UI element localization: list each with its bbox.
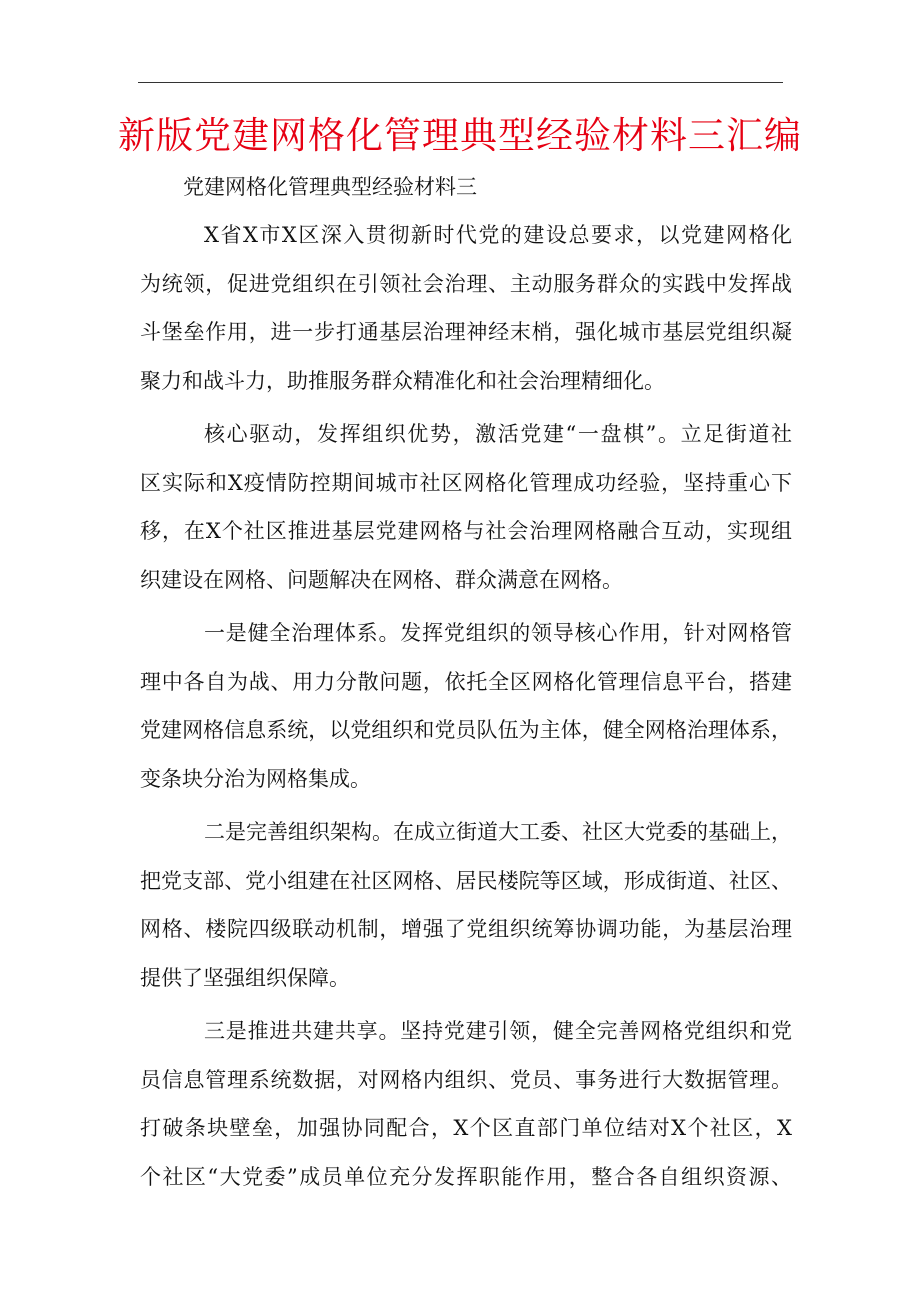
- paragraph-line: 把党支部、党小组建在社区网格、居民楼院等区域，形成街道、社区、: [140, 868, 792, 893]
- paragraph-line: 二是完善组织架构。在成立街道大工委、社区大党委的基础上，: [204, 820, 792, 844]
- paragraph-line: 移，在X个社区推进基层党建网格与社会治理网格融合互动，实现组: [140, 519, 792, 543]
- paragraph-line: X省X市X区深入贯彻新时代党的建设总要求，以党建网格化: [204, 223, 792, 247]
- paragraph-line: 核心驱动，发挥组织优势，激活党建“一盘棋”。立足街道社: [204, 422, 792, 446]
- paragraph-line: 提供了坚强组织保障。: [140, 965, 350, 990]
- paragraph-line: 打破条块壁垒，加强协同配合，X个区直部门单位结对X个社区，X: [140, 1116, 792, 1140]
- paragraph-line: 党建网格信息系统，以党组织和党员队伍为主体，健全网格治理体系，: [140, 718, 792, 742]
- paragraph-1: [140, 211, 792, 405]
- paragraph-line: 为统领，促进党组织在引领社会治理、主动服务群众的实践中发挥战: [140, 271, 792, 296]
- paragraph-line: 聚力和战斗力，助推服务群众精准化和社会治理精细化。: [140, 368, 665, 393]
- paragraph-2: [140, 410, 792, 604]
- paragraph-line: 员信息管理系统数据，对网格内组织、党员、事务进行大数据管理。: [140, 1067, 792, 1092]
- paragraph-5: [140, 1007, 792, 1201]
- paragraph-line: 个社区“大党委”成员单位充分发挥职能作用，整合各自组织资源、: [140, 1164, 792, 1189]
- document-title: 新版党建网格化管理典型经验材料三汇编: [118, 114, 802, 157]
- document-subtitle: 党建网格化管理典型经验材料三: [183, 175, 477, 199]
- header-rule: [138, 82, 783, 83]
- paragraph-line: 斗堡垒作用，进一步打通基层治理神经末梢，强化城市基层党组织凝: [140, 320, 792, 344]
- document-body: [140, 163, 792, 1201]
- paragraph-line: 理中各自为战、用力分散问题，依托全区网格化管理信息平台，搭建: [140, 669, 792, 694]
- paragraph-4: [140, 808, 792, 1002]
- paragraph-3: [140, 609, 792, 803]
- paragraph-line: 一是健全治理体系。发挥党组织的领导核心作用，针对网格管: [204, 621, 792, 645]
- paragraph-line: 网格、楼院四级联动机制，增强了党组织统筹协调功能，为基层治理: [140, 917, 792, 941]
- paragraph-line: 变条块分治为网格集成。: [140, 766, 371, 791]
- paragraph-line: 区实际和X疫情防控期间城市社区网格化管理成功经验，坚持重心下: [140, 470, 792, 495]
- paragraph-line: 织建设在网格、问题解决在网格、群众满意在网格。: [140, 567, 623, 592]
- paragraph-line: 三是推进共建共享。坚持党建引领，健全完善网格党组织和党: [204, 1019, 792, 1043]
